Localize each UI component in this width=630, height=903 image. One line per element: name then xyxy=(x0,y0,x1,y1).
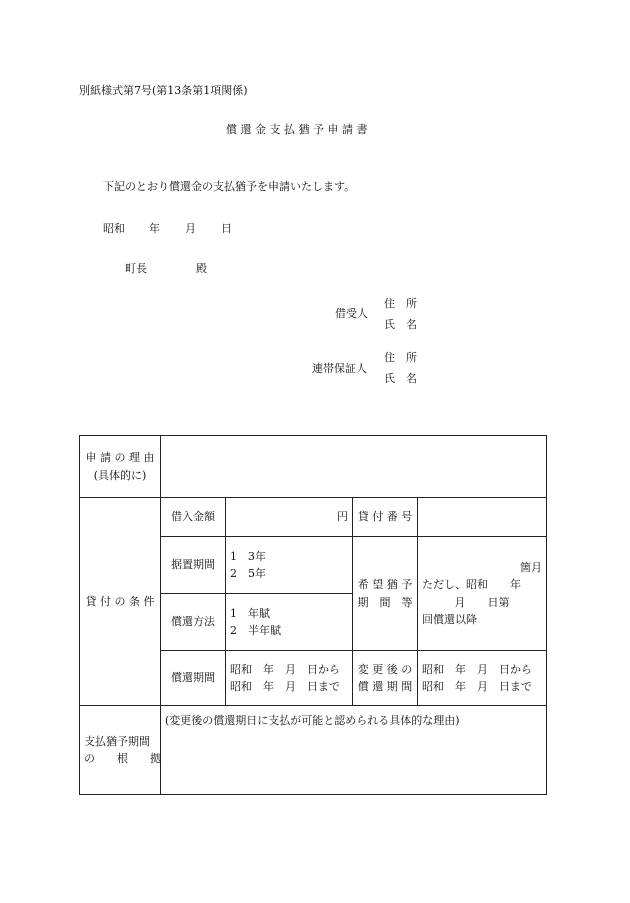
month-day-text: 月 日第 xyxy=(454,595,510,609)
guarantor-address-label: 住 所 xyxy=(384,351,417,364)
repay-from-text: 回償還以降 xyxy=(422,612,477,626)
basis-field[interactable] xyxy=(161,706,547,795)
repay-period-from: 昭和 年 月 日から xyxy=(230,662,340,676)
date-day: 日 xyxy=(221,222,232,235)
repay-method-label: 償還方法 xyxy=(161,594,226,651)
method-option-2: 2 半年賦 xyxy=(230,624,281,637)
guarantor-name-label: 氏 名 xyxy=(384,372,417,385)
reason-label-cell xyxy=(80,436,161,498)
loan-amount-field[interactable] xyxy=(226,498,353,537)
grace-option-1: 1 3年 xyxy=(230,549,266,563)
date-era: 昭和 xyxy=(103,222,125,235)
yen-unit: 円 xyxy=(337,510,348,524)
application-table xyxy=(79,435,547,795)
grace-option-2: 2 5年 xyxy=(230,567,266,580)
date-month: 月 xyxy=(185,222,196,235)
desired-period-field[interactable] xyxy=(418,537,547,651)
addressee-honorific: 殿 xyxy=(196,262,207,275)
form-number: 別紙様式第7号(第13条第1項関係) xyxy=(79,84,248,97)
loan-number-label: 貸 付 番 号 xyxy=(353,498,418,537)
borrower-address-label: 住 所 xyxy=(384,297,417,310)
borrower-name-label: 氏 名 xyxy=(384,318,417,331)
date-year: 年 xyxy=(149,222,160,235)
changed-period-from: 昭和 年 月 日から xyxy=(422,662,532,676)
repay-period-label: 償還期間 xyxy=(161,651,226,706)
loan-number-field[interactable] xyxy=(418,498,547,537)
basis-label: 支払猶予期間 xyxy=(84,734,150,748)
repay-period-field[interactable] xyxy=(226,651,353,706)
changed-period-to: 昭和 年 月 日まで xyxy=(422,680,532,693)
basis-sublabel: の 根 拠 xyxy=(84,752,161,765)
borrower-label: 借受人 xyxy=(335,307,368,320)
guarantor-label: 連帯保証人 xyxy=(312,362,367,375)
reason-field[interactable] xyxy=(161,436,547,498)
basis-note: (変更後の償還期日に支払が可能と認められる具体的な理由) xyxy=(165,714,460,727)
months-unit: 箇月 xyxy=(520,561,542,575)
repay-period-to: 昭和 年 月 日まで xyxy=(230,680,340,693)
intro-text: 下記のとおり償還金の支払猶予を申請いたします。 xyxy=(103,180,356,193)
loan-conditions-label: 貸 付 の 条 件 xyxy=(80,498,161,706)
form-title: 償 還 金 支 払 猶 予 申 請 書 xyxy=(226,123,368,136)
addressee-name: 町長 xyxy=(125,262,147,275)
desired-period-label: 希 望 猶 予 期 間 等 xyxy=(353,537,418,651)
grace-period-label: 据置期間 xyxy=(161,537,226,594)
repay-method-options[interactable] xyxy=(226,594,353,651)
changed-period-field[interactable] xyxy=(418,651,547,706)
proviso-text: ただし、昭和 年 xyxy=(422,578,521,592)
basis-label-cell xyxy=(80,706,161,795)
loan-amount-label: 借入金額 xyxy=(161,498,226,537)
method-option-1: 1 年賦 xyxy=(230,606,270,620)
changed-period-label: 変 更 後 の 償 還 期 間 xyxy=(353,651,418,706)
reason-sublabel: (具体的に) xyxy=(93,468,147,482)
reason-label: 申 請 の 理 由 xyxy=(85,451,155,465)
grace-period-options[interactable] xyxy=(226,537,353,594)
